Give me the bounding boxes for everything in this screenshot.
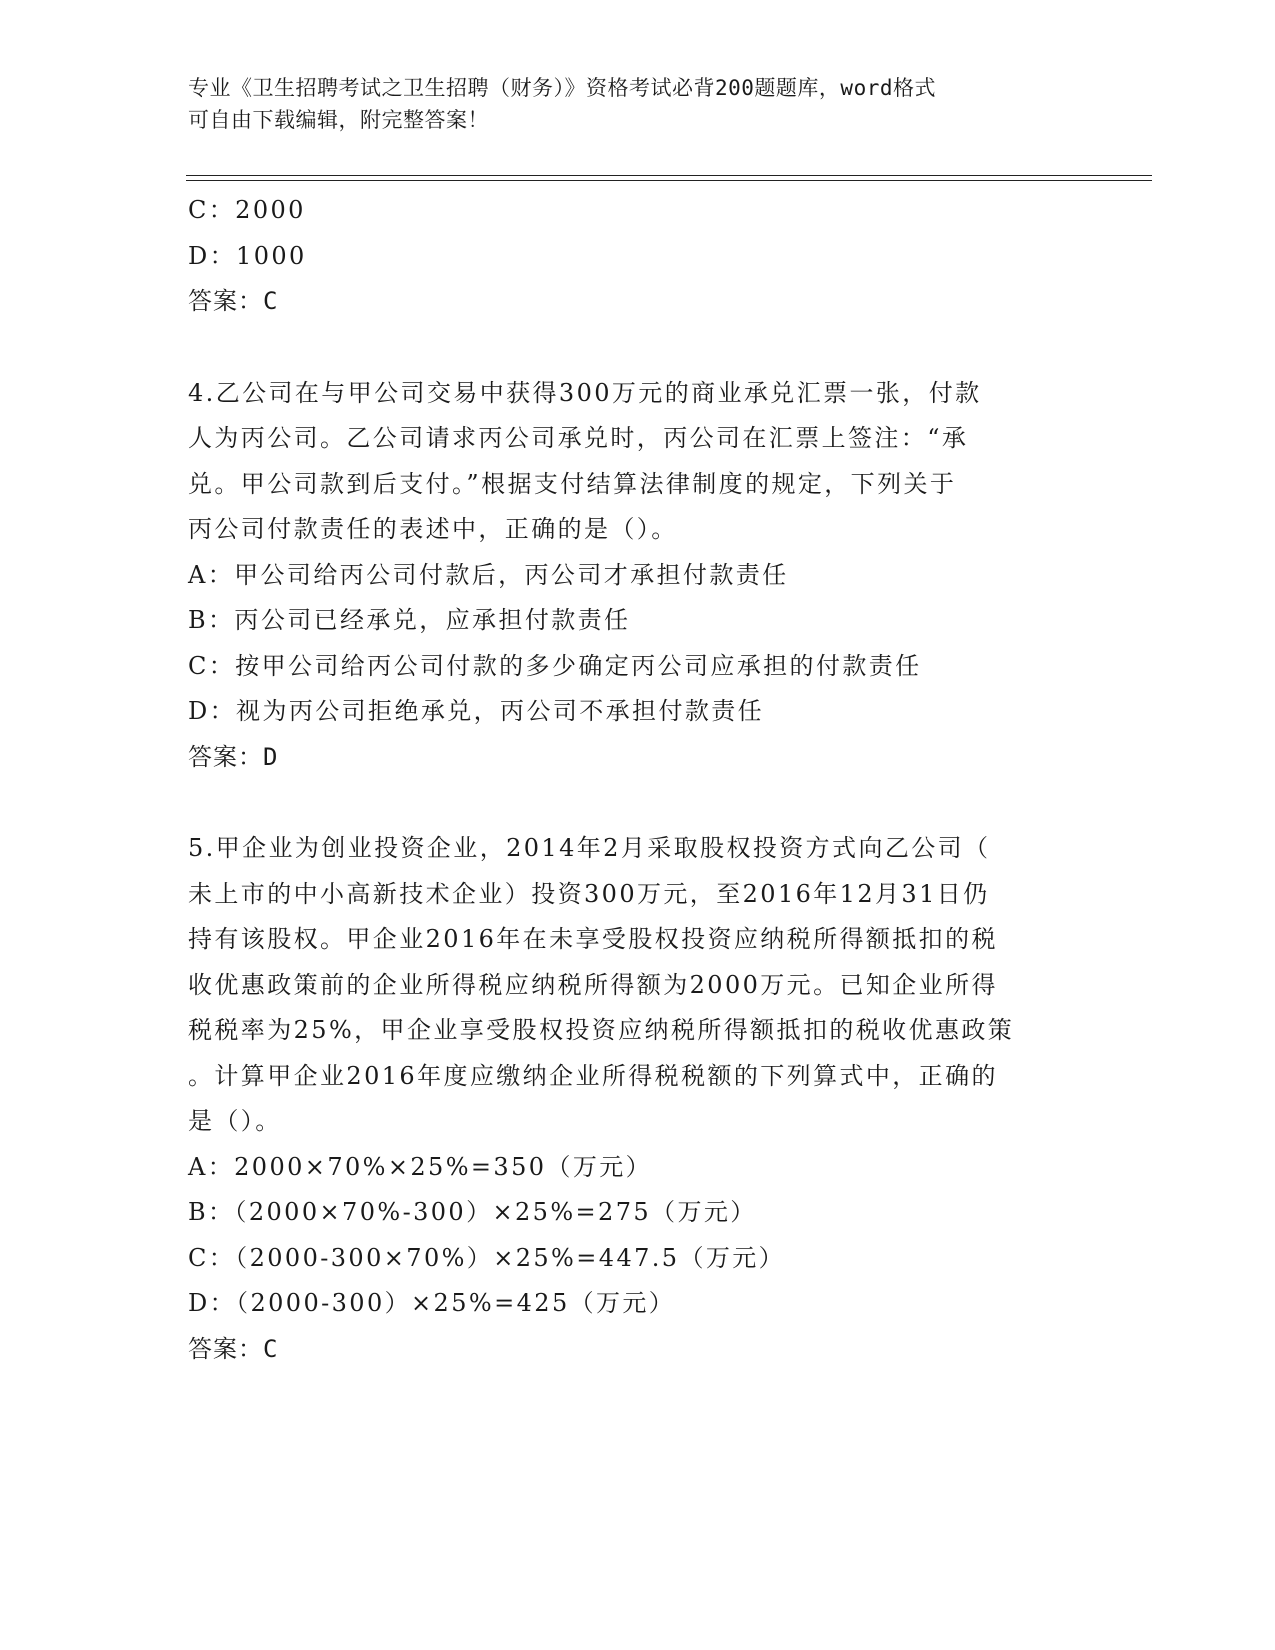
option-c: C：2000 <box>188 196 306 224</box>
question-stem-line: 5.甲企业为创业投资企业，2014年2月采取股权投资方式向乙公司（ <box>188 834 991 862</box>
question-stem-line: 是（）。 <box>188 1107 282 1135</box>
question-4 <box>188 371 1088 781</box>
spacer <box>188 780 1088 826</box>
question-stem-line: 丙公司付款责任的表述中，正确的是（）。 <box>188 515 678 543</box>
question-5 <box>188 826 1088 1372</box>
option-c: C：按甲公司给丙公司付款的多少确定丙公司应承担的付款责任 <box>188 651 922 680</box>
question-stem-line: 。计算甲企业2016年度应缴纳企业所得税税额的下列算式中，正确的 <box>188 1061 998 1090</box>
question-stem-line: 收优惠政策前的企业所得税应纳税所得额为2000万元。已知企业所得 <box>188 970 998 999</box>
option-d: D：（2000-300）×25%=425（万元） <box>188 1289 676 1317</box>
question-stem-line: 人为丙公司。乙公司请求丙公司承兑时，丙公司在汇票上签注：“承 <box>188 424 969 452</box>
option-b: B：丙公司已经承兑，应承担付款责任 <box>188 606 631 634</box>
option-d: D：1000 <box>188 241 307 270</box>
option-a: A：甲公司给丙公司付款后，丙公司才承担付款责任 <box>188 560 789 589</box>
option-d: D：视为丙公司拒绝承兑，丙公司不承担付款责任 <box>188 697 765 725</box>
option-b: B：（2000×70%-300）×25%=275（万元） <box>188 1198 757 1226</box>
previous-question-tail <box>188 188 1088 325</box>
document-body <box>188 188 1088 1372</box>
spacer <box>188 325 1088 371</box>
question-stem-line: 4.乙公司在与甲公司交易中获得300万元的商业承兑汇票一张，付款 <box>188 378 982 407</box>
option-a: A：2000×70%×25%=350（万元） <box>188 1152 653 1181</box>
header-title-line-2: 可自由下载编辑，附完整答案！ <box>188 108 489 132</box>
header-divider-bottom <box>186 180 1152 181</box>
answer-line: 答案：C <box>188 1334 279 1363</box>
question-stem-line: 税税率为25%，甲企业享受股权投资应纳税所得额抵扣的税收优惠政策 <box>188 1016 1015 1044</box>
answer-line: 答案：D <box>188 742 279 771</box>
header-divider-top <box>186 175 1152 176</box>
answer-line: 答案：C <box>188 287 279 315</box>
option-c: C：（2000-300×70%）×25%=447.5（万元） <box>188 1243 786 1272</box>
question-stem-line: 未上市的中小高新技术企业）投资300万元，至2016年12月31日仍 <box>188 879 990 908</box>
header-title-line-1: 专业《卫生招聘考试之卫生招聘（财务）》资格考试必背200题题库，word格式 <box>188 76 936 100</box>
page-header <box>188 72 1088 136</box>
question-stem-line: 持有该股权。甲企业2016年在未享受股权投资应纳税所得额抵扣的税 <box>188 925 998 953</box>
question-stem-line: 兑。甲公司款到后支付。”根据支付结算法律制度的规定，下列关于 <box>188 469 957 498</box>
